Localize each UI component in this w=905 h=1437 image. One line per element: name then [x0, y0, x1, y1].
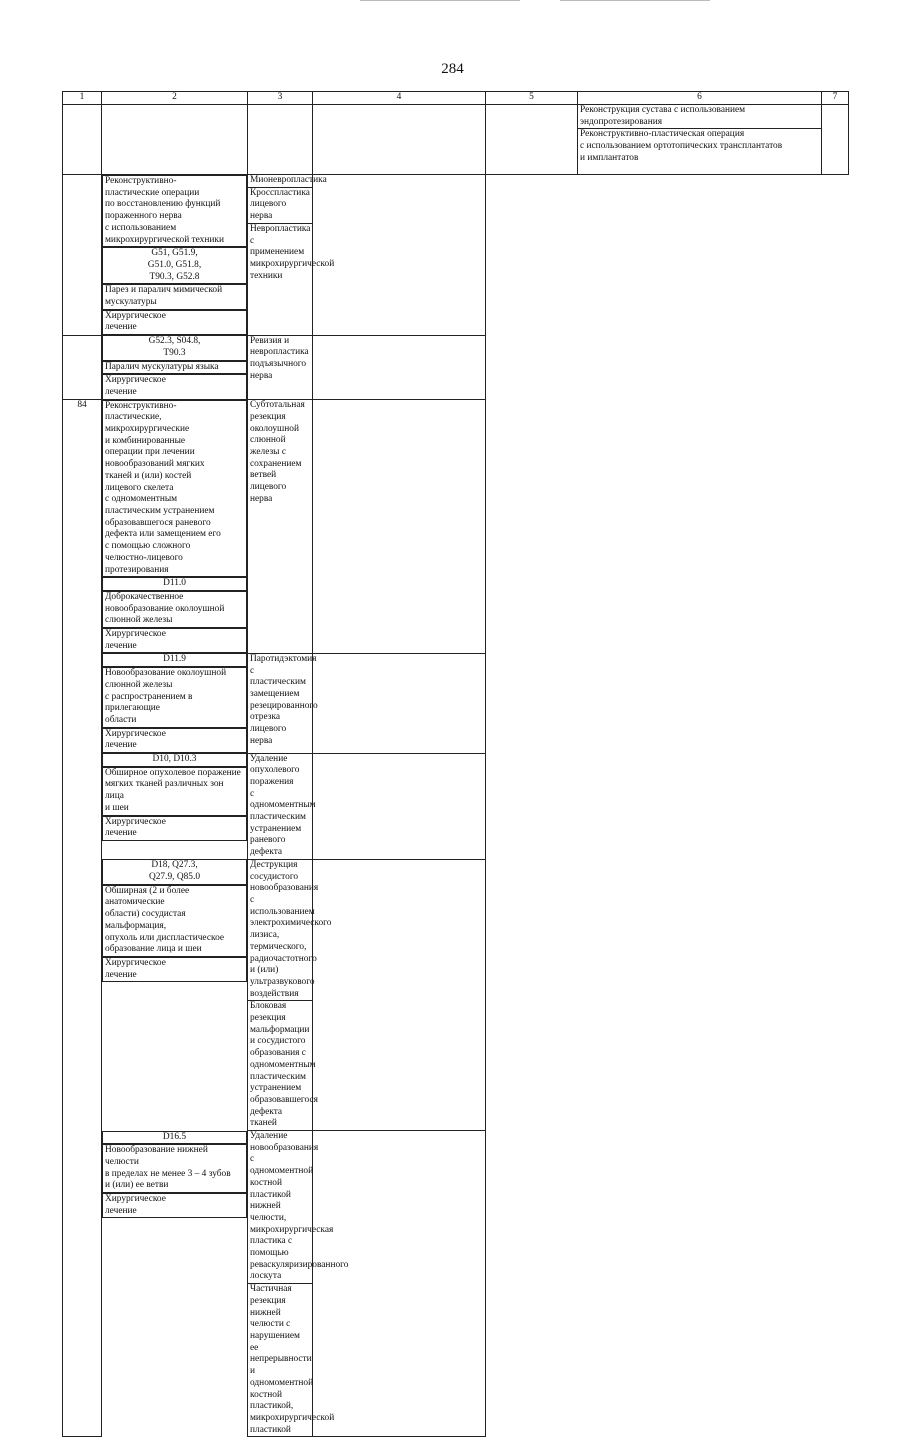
name-cell [102, 105, 248, 175]
empty-cell [313, 753, 486, 859]
treatment-cell [486, 105, 578, 175]
treatment-cell: Хирургическое лечение [102, 1193, 247, 1218]
header-cell: 7 [822, 92, 849, 105]
empty-cell [313, 400, 486, 654]
method-item: Паротидэктомия с пластическим замещением резецированного отрезка лицевого нерва [250, 653, 318, 746]
procedures-table [62, 91, 849, 1437]
number-cell [63, 335, 102, 400]
empty-cell [313, 175, 486, 336]
header-cell: 6 [578, 92, 822, 105]
diagnosis-cell [313, 105, 486, 175]
diagnosis-cell: Обширное опухолевое поражение мягких тканей различных зон лица и шеи [102, 767, 247, 816]
treatment-cell: Хирургическое лечение [102, 957, 247, 982]
diagnosis-cell: Парез и паралич мимической мускулатуры [102, 284, 247, 309]
diagnosis-cell: Паралич мускулатуры языка [102, 361, 247, 375]
code-cell: D10, D10.3 [102, 753, 247, 767]
diagnosis-cell: Доброкачественное новообразование околоушной слюнной железы [102, 591, 247, 628]
code-cell: D16.5 [102, 1131, 247, 1145]
header-row [63, 92, 849, 105]
method-item: Деструкция сосудистого новообразования с использованием электрохимического лизиса, термического, радиочастотного и (или) ультразвукового воздействия [250, 859, 332, 999]
treatment-cell: Хирургическое лечение [102, 628, 247, 653]
treatment-cell: Хирургическое лечение [102, 728, 247, 753]
name-cell: Реконструктивно- пластические, микрохирургические и комбинированные операции при лечении новообразований мягких тканей и (или) костей лицевого скелета с одномоментным пластическим устранением образовавшегося раневого дефекта или замещением его с помощью сложного челюстно-лицевого протезирования [102, 400, 247, 578]
name-cell: Реконструктивно- пластические операции по восстановлению функций пораженного нерва с использованием микрохирургической техники [102, 175, 247, 247]
table-row [63, 859, 849, 1130]
header-cell: 1 [63, 92, 102, 105]
number-cell: 84 [63, 400, 102, 1437]
code-cell: D11.0 [102, 577, 247, 591]
diagnosis-cell: Обширная (2 и более анатомические области) сосудистая мальформация, опухоль или диспластическое образование лица и шеи [102, 885, 247, 957]
method-item: Реконструкция сустава с использованием эндопротезирования [580, 105, 746, 127]
table-row [63, 335, 849, 400]
code-cell: D18, Q27.3, Q27.9, Q85.0 [102, 859, 247, 884]
method-cell [248, 175, 335, 336]
table-row [63, 1131, 849, 1437]
empty-cell [313, 335, 486, 400]
header-cell: 5 [486, 92, 578, 105]
method-cell [248, 1131, 349, 1437]
treatment-cell: Хирургическое лечение [102, 374, 247, 399]
method-item: Удаление опухолевого поражения с одномоментным пластическим устранением раневого дефекта [250, 753, 316, 858]
diagnosis-cell: Новообразование нижней челюсти в пределах не менее 3 – 4 зубов и (или) ее ветви [102, 1144, 247, 1193]
method-cell [248, 859, 332, 1130]
table-row [63, 400, 849, 654]
scan-edge-line [560, 0, 710, 1]
code-cell [248, 105, 313, 175]
method-item: Субтотальная резекция околоушной слюнной железы с сохранением ветвей лицевого нерва [250, 400, 305, 504]
empty-cell [313, 1131, 486, 1437]
header-cell: 2 [102, 92, 248, 105]
method-cell [248, 653, 318, 753]
code-cell: G51, G51.9, G51.0, G51.8, T90.3, G52.8 [102, 247, 247, 284]
header-cell: 3 [248, 92, 313, 105]
empty-cell [313, 859, 486, 1130]
method-item: Невропластика с применением микрохирургической техники [250, 223, 335, 281]
empty-cell [822, 105, 849, 175]
method-cell [578, 105, 822, 175]
code-cell: D11.9 [102, 653, 247, 667]
method-item: Блоковая резекция мальформации и сосудистого образования с одномоментным пластическим устранением образовавшегося дефекта тканей [250, 1001, 318, 1129]
table-row [63, 175, 849, 336]
number-cell [63, 105, 102, 175]
method-item: Кросспластика лицевого нерва [248, 187, 312, 223]
treatment-cell: Хирургическое лечение [102, 816, 247, 841]
method-item: Частичная резекция нижней челюсти с нарушением ее непрерывности и одномоментной костной пластикой, микрохирургической пластикой [250, 1284, 335, 1435]
method-cell [248, 400, 313, 654]
header-cell: 4 [313, 92, 486, 105]
table-row [63, 105, 849, 175]
method-item: Мионевропластика [250, 175, 327, 185]
method-item: Ревизия и невропластика подъязычного нерва [250, 335, 309, 381]
method-item: Удаление новообразования с одномоментной костной пластикой нижней челюсти, микрохирургическая пластика с помощью реваскуляризированного лоскута [250, 1131, 349, 1282]
table-row [63, 753, 849, 859]
empty-cell [313, 653, 486, 753]
number-cell [63, 175, 102, 336]
code-cell: G52.3, S04.8, T90.3 [102, 335, 247, 360]
method-cell [248, 335, 313, 400]
method-cell [248, 753, 316, 859]
scan-edge-line [360, 0, 520, 1]
method-item: Реконструктивно-пластическая операция с использованием ортотопических трансплантатов и имплантатов [578, 128, 821, 164]
treatment-cell: Хирургическое лечение [102, 310, 247, 335]
table-row [63, 653, 849, 753]
diagnosis-cell: Новообразование околоушной слюнной железы с распространением в прилегающие области [102, 667, 247, 728]
page-number: 284 [441, 61, 464, 77]
